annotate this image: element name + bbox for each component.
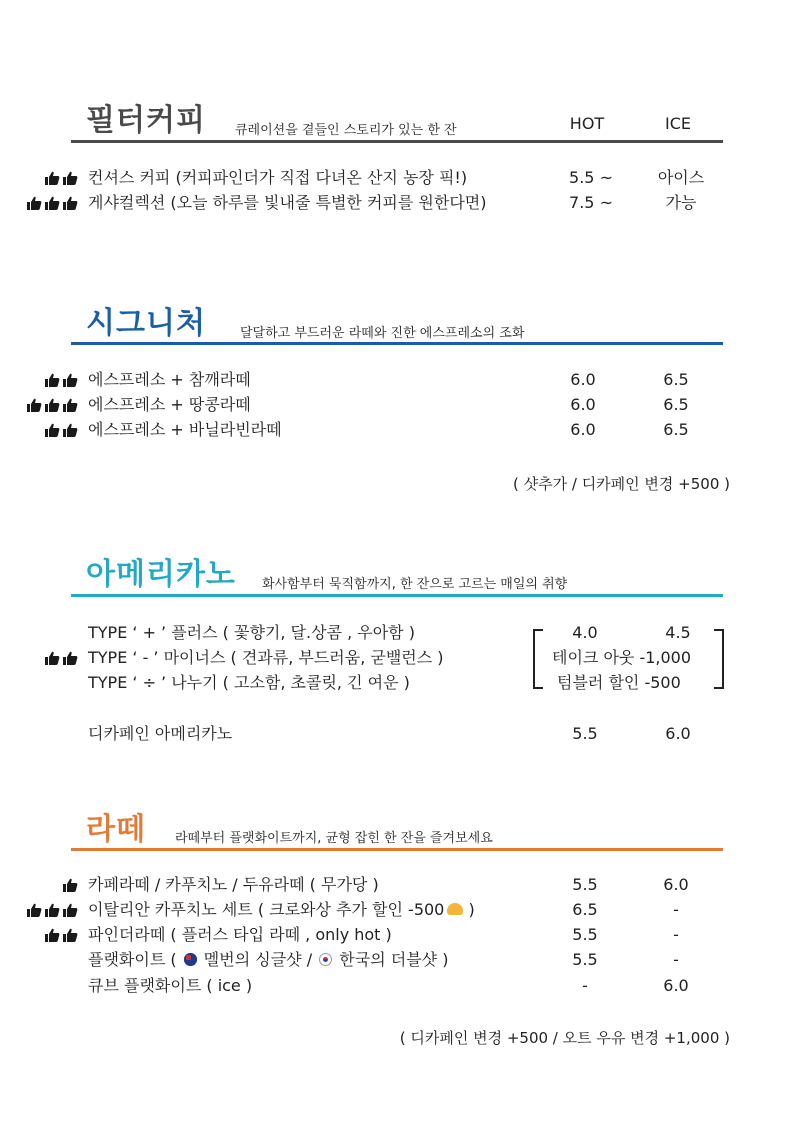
latte-section-rule [71, 848, 723, 851]
recommend-thumbs [18, 878, 78, 892]
tumbler-discount: 텀블러 할인 -500 [557, 673, 681, 692]
menu-item-ice-price: 6.0 [663, 976, 689, 995]
menu-item-name: 파인더라떼 ( 플러스 타입 라떼 , only hot ) [88, 925, 392, 944]
recommend-thumbs [18, 928, 78, 942]
filter-section-rule [71, 140, 723, 143]
menu-item-hot-price: 5.5 [572, 724, 598, 743]
menu-item-hot-price: 7.5 ~ [569, 193, 613, 212]
menu-item-ice-price: 6.0 [663, 875, 689, 894]
menu-item-ice-price: 6.5 [663, 370, 689, 389]
menu-item-name: 디카페인 아메리카노 [88, 724, 233, 743]
latte-price-note: ( 디카페인 변경 +500 / 오트 우유 변경 +1,000 ) [399, 1029, 730, 1047]
thumbs-up-icon [44, 196, 60, 210]
recommend-thumbs [18, 423, 78, 437]
menu-item-name: TYPE ‘ + ’ 플러스 ( 꽃향기, 달.상콤 , 우아함 ) [88, 623, 415, 642]
australia-flag-icon [184, 953, 197, 966]
price-box-left-bracket [533, 629, 543, 689]
americano-section-rule [71, 594, 723, 597]
korea-flag-icon [319, 953, 332, 966]
menu-item-ice-price: - [673, 950, 679, 969]
recommend-thumbs [18, 398, 78, 412]
signature-section-rule [71, 342, 723, 345]
recommend-thumbs [18, 171, 78, 185]
menu-item-name [88, 952, 448, 968]
menu-item-name-end: ) [463, 900, 475, 919]
menu-item-name: 에스프레소 + 참깨라떼 [88, 370, 251, 389]
menu-item-ice-price: 6.5 [663, 395, 689, 414]
menu-item-name: TYPE ‘ ÷ ’ 나누기 ( 고소함, 초콜릿, 긴 여운 ) [88, 673, 410, 692]
filter-section-title: 필터커피 [86, 103, 206, 138]
thumbs-up-icon [44, 398, 60, 412]
menu-item-name: TYPE ‘ - ’ 마이너스 ( 견과류, 부드러움, 굳밸런스 ) [88, 648, 444, 667]
thumbs-up-icon [62, 398, 78, 412]
menu-item-name-part: 멜번의 싱글샷 / [203, 950, 313, 969]
menu-item-hot-price: 5.5 [572, 925, 598, 944]
menu-item-ice-price: 아이스 [657, 168, 705, 187]
menu-item-ice-price: - [673, 925, 679, 944]
menu-item-name: 카페라떼 / 카푸치노 / 두유라떼 ( 무가당 ) [88, 875, 379, 894]
thumbs-up-icon [62, 373, 78, 387]
price-box-right-bracket [714, 629, 724, 689]
signature-price-note: ( 샷추가 / 디카페인 변경 +500 ) [513, 475, 730, 493]
thumbs-up-icon [44, 171, 60, 185]
menu-item-ice-price: 6.0 [665, 724, 691, 743]
thumbs-up-icon [62, 171, 78, 185]
recommend-thumbs [18, 903, 78, 917]
thumbs-up-icon [44, 903, 60, 917]
thumbs-up-icon [62, 878, 78, 892]
takeout-discount: 테이크 아웃 -1,000 [552, 648, 692, 667]
menu-item-hot-price: 5.5 ~ [569, 168, 613, 187]
thumbs-up-icon [62, 423, 78, 437]
menu-item-hot-price: 6.0 [570, 370, 596, 389]
thumbs-up-icon [26, 196, 42, 210]
latte-section-subtitle: 라떼부터 플랫화이트까지, 균형 잡힌 한 잔을 즐겨보세요 [175, 831, 493, 846]
thumbs-up-icon [62, 196, 78, 210]
thumbs-up-icon [44, 928, 60, 942]
menu-item-name [88, 902, 475, 918]
menu-item-name: 에스프레소 + 바닐라빈라떼 [88, 420, 282, 439]
americano-ice-price: 4.5 [665, 623, 691, 642]
menu-item-hot-price: 6.0 [570, 420, 596, 439]
menu-item-hot-price: - [582, 976, 588, 995]
signature-section-title: 시그니처 [86, 306, 206, 341]
menu-item-hot-price: 5.5 [572, 950, 598, 969]
recommend-thumbs [18, 651, 78, 665]
thumbs-up-icon [26, 903, 42, 917]
menu-item-hot-price: 6.5 [572, 900, 598, 919]
menu-item-hot-price: 6.0 [570, 395, 596, 414]
ice-column-header: ICE [665, 114, 691, 133]
latte-section-title: 라떼 [86, 812, 146, 847]
menu-item-name: 에스프레소 + 땅콩라떼 [88, 395, 251, 414]
filter-section-subtitle: 큐레이션을 곁들인 스토리가 있는 한 잔 [235, 123, 457, 138]
thumbs-up-icon [44, 651, 60, 665]
menu-item-name: 게샤컬렉션 (오늘 하루를 빛내줄 특별한 커피를 원한다면) [88, 193, 487, 212]
signature-section-subtitle: 달달하고 부드러운 라떼와 진한 에스프레소의 조화 [240, 326, 525, 341]
thumbs-up-icon [26, 398, 42, 412]
menu-item-name-part: 한국의 더블샷 ) [339, 950, 449, 969]
thumbs-up-icon [44, 373, 60, 387]
menu-item-name: 큐브 플랫화이트 ( ice ) [88, 976, 253, 995]
thumbs-up-icon [62, 928, 78, 942]
americano-section-subtitle: 화사함부터 묵직함까지, 한 잔으로 고르는 매일의 취향 [262, 577, 568, 592]
thumbs-up-icon [44, 423, 60, 437]
menu-item-hot-price: 5.5 [572, 875, 598, 894]
menu-item-ice-price: 6.5 [663, 420, 689, 439]
menu-item-ice-price: - [673, 900, 679, 919]
americano-section-title: 아메리카노 [86, 557, 236, 592]
thumbs-up-icon [62, 903, 78, 917]
menu-item-name-text: 이탈리안 카푸치노 세트 ( 크로와상 추가 할인 -500 [88, 900, 445, 919]
menu-item-name: 컨셔스 커피 (커피파인더가 직접 다녀온 산지 농장 픽!) [88, 168, 468, 187]
recommend-thumbs [18, 196, 78, 210]
hot-column-header: HOT [569, 114, 605, 133]
recommend-thumbs [18, 373, 78, 387]
menu-item-name-part: 플랫화이트 ( [88, 950, 177, 969]
thumbs-up-icon [62, 651, 78, 665]
americano-hot-price: 4.0 [572, 623, 598, 642]
croissant-icon [447, 903, 463, 915]
menu-item-ice-price: 가능 [665, 193, 697, 212]
